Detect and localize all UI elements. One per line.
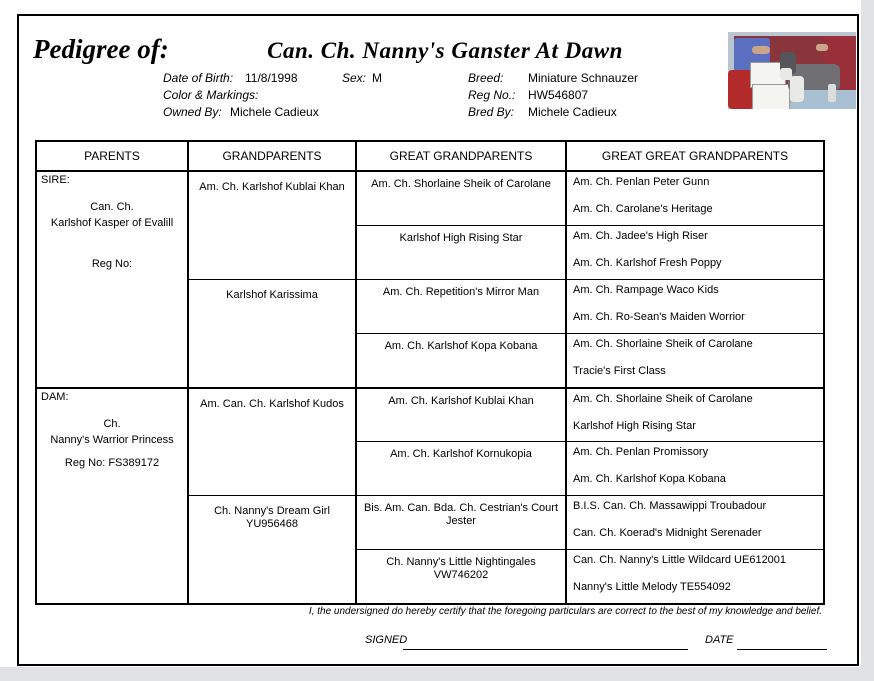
table-row: [36, 388, 824, 442]
table-row: [36, 171, 824, 225]
dam-name: [37, 416, 187, 448]
photo-award-card: [752, 84, 790, 109]
breed-label: Breed:: [468, 71, 504, 85]
header-grandparents: GRANDPARENTS: [188, 141, 356, 171]
ggg-name: Can. Ch. Koerad's Midnight Serenader: [573, 527, 762, 540]
ggg-name: Am. Ch. Shorlaine Sheik of Carolane: [573, 392, 753, 405]
date-of-birth-value: 11/8/1998: [245, 71, 298, 85]
pedigree-table: [35, 140, 825, 605]
grandparent-reg: YU956468: [246, 518, 298, 531]
color-markings-label: Color & Markings:: [163, 88, 259, 102]
grandparent-cell: Karlshof Karissima: [188, 279, 356, 387]
photo-right-handler-hand: [816, 44, 828, 51]
ggg-name: Karlshof High Rising Star: [573, 419, 696, 432]
ggg-name: Tracie's First Class: [573, 364, 666, 377]
reg-no-value: HW546807: [528, 88, 589, 102]
great-grandparent-cell: Karlshof High Rising Star: [356, 225, 566, 279]
sex-label: Sex:: [342, 71, 367, 85]
dam-reg-no: Reg No: FS389172: [64, 456, 160, 469]
ggg-name: Am. Ch. Penlan Promissory: [573, 446, 709, 459]
great-grandparent-cell: Am. Ch. Karlshof Kornukopia: [356, 442, 566, 496]
great-grandparent-cell: Am. Ch. Repetition's Mirror Man: [356, 279, 566, 333]
great-great-grandparent-cell: [566, 171, 824, 225]
great-great-grandparent-cell: [566, 496, 824, 550]
sire-label: SIRE:: [41, 174, 70, 187]
ggg-name: Am. Ch. Carolane's Heritage: [573, 203, 713, 216]
sire-name-line1: Can. Ch.: [90, 201, 134, 214]
header-parents: PARENTS: [36, 141, 188, 171]
great-great-grandparent-cell: [566, 550, 824, 604]
breed-value: Miniature Schnauzer: [528, 71, 639, 85]
great-great-grandparent-cell: [566, 333, 824, 387]
ggg-name: Can. Ch. Nanny's Little Wildcard UE612001: [573, 554, 787, 567]
sex-value: M: [372, 71, 382, 85]
great-grandparent-reg: VW746202: [433, 569, 489, 582]
owned-by-label: Owned By:: [163, 105, 222, 119]
great-grandparent-cell: [356, 550, 566, 604]
sire-reg-no: Reg No:: [91, 258, 133, 271]
dam-name-line2: Nanny's Warrior Princess: [50, 433, 174, 446]
great-great-grandparent-cell: [566, 442, 824, 496]
dog-name-title: Can. Ch. Nanny's Ganster At Dawn: [267, 38, 623, 63]
great-grandparent-cell: Am. Ch. Karlshof Kopa Kobana: [356, 333, 566, 387]
sire-cell: [36, 171, 188, 387]
sire-name-line2: Karlshof Kasper of Evalill: [50, 217, 174, 230]
ggg-name: Am. Ch. Karlshof Fresh Poppy: [573, 256, 722, 269]
ggg-name: Nanny's Little Melody TE554092: [573, 581, 731, 594]
photo-dog-leg: [828, 84, 836, 102]
ggg-name: Am. Ch. Rampage Waco Kids: [573, 283, 719, 296]
great-great-grandparent-cell: [566, 225, 824, 279]
header-great-great-grandparents: GREAT GREAT GRANDPARENTS: [566, 141, 824, 171]
grandparent-cell: Am. Can. Ch. Karlshof Kudos: [188, 388, 356, 496]
date-of-birth-label: Date of Birth:: [163, 71, 234, 85]
bred-by-value: Michele Cadieux: [528, 105, 617, 119]
header-row: [36, 141, 824, 171]
signed-line: [403, 649, 688, 650]
date-line: [737, 649, 827, 650]
dam-name-line1: Ch.: [103, 417, 121, 430]
dam-label: DAM:: [41, 390, 69, 403]
sire-name: [37, 199, 187, 231]
great-grandparent-cell: Am. Ch. Shorlaine Sheik of Carolane: [356, 171, 566, 225]
great-great-grandparent-cell: [566, 388, 824, 442]
ggg-name: Am. Ch. Ro-Sean's Maiden Worrior: [573, 310, 745, 323]
dam-cell: [36, 388, 188, 605]
owned-by-value: Michele Cadieux: [230, 105, 319, 119]
ggg-name: Am. Ch. Jadee's High Riser: [573, 229, 708, 242]
certification-statement: I, the undersigned do hereby certify that the foregoing particulars are correct to the best of my knowledge and belief.: [308, 606, 822, 617]
signed-label: SIGNED: [365, 634, 408, 646]
great-grandparent-cell: Am. Ch. Karlshof Kublai Khan: [356, 388, 566, 442]
grandparent-cell: Am. Ch. Karlshof Kublai Khan: [188, 171, 356, 279]
ggg-name: Am. Ch. Karlshof Kopa Kobana: [573, 473, 726, 486]
grandparent-cell: [188, 496, 356, 604]
great-great-grandparent-cell: [566, 279, 824, 333]
photo-dog-chest: [790, 76, 804, 102]
grandparent-name: Ch. Nanny's Dream Girl: [214, 505, 330, 518]
bred-by-label: Bred By:: [468, 105, 515, 119]
ggg-name: Am. Ch. Shorlaine Sheik of Carolane: [573, 337, 753, 350]
great-grandparent-name: Ch. Nanny's Little Nightingales: [386, 556, 536, 569]
ggg-name: B.I.S. Can. Ch. Massawippi Troubadour: [573, 500, 767, 513]
pedigree-of-label: Pedigree of:: [33, 34, 169, 64]
photo-left-handler-arm: [752, 46, 770, 54]
header-great-grandparents: GREAT GRANDPARENTS: [356, 141, 566, 171]
show-photo: [728, 32, 856, 109]
reg-no-label: Reg No.:: [468, 88, 516, 102]
great-grandparent-cell: Bis. Am. Can. Bda. Ch. Cestrian's Court Jester: [356, 496, 566, 550]
ggg-name: Am. Ch. Penlan Peter Gunn: [573, 176, 710, 189]
date-label: DATE: [705, 634, 734, 646]
